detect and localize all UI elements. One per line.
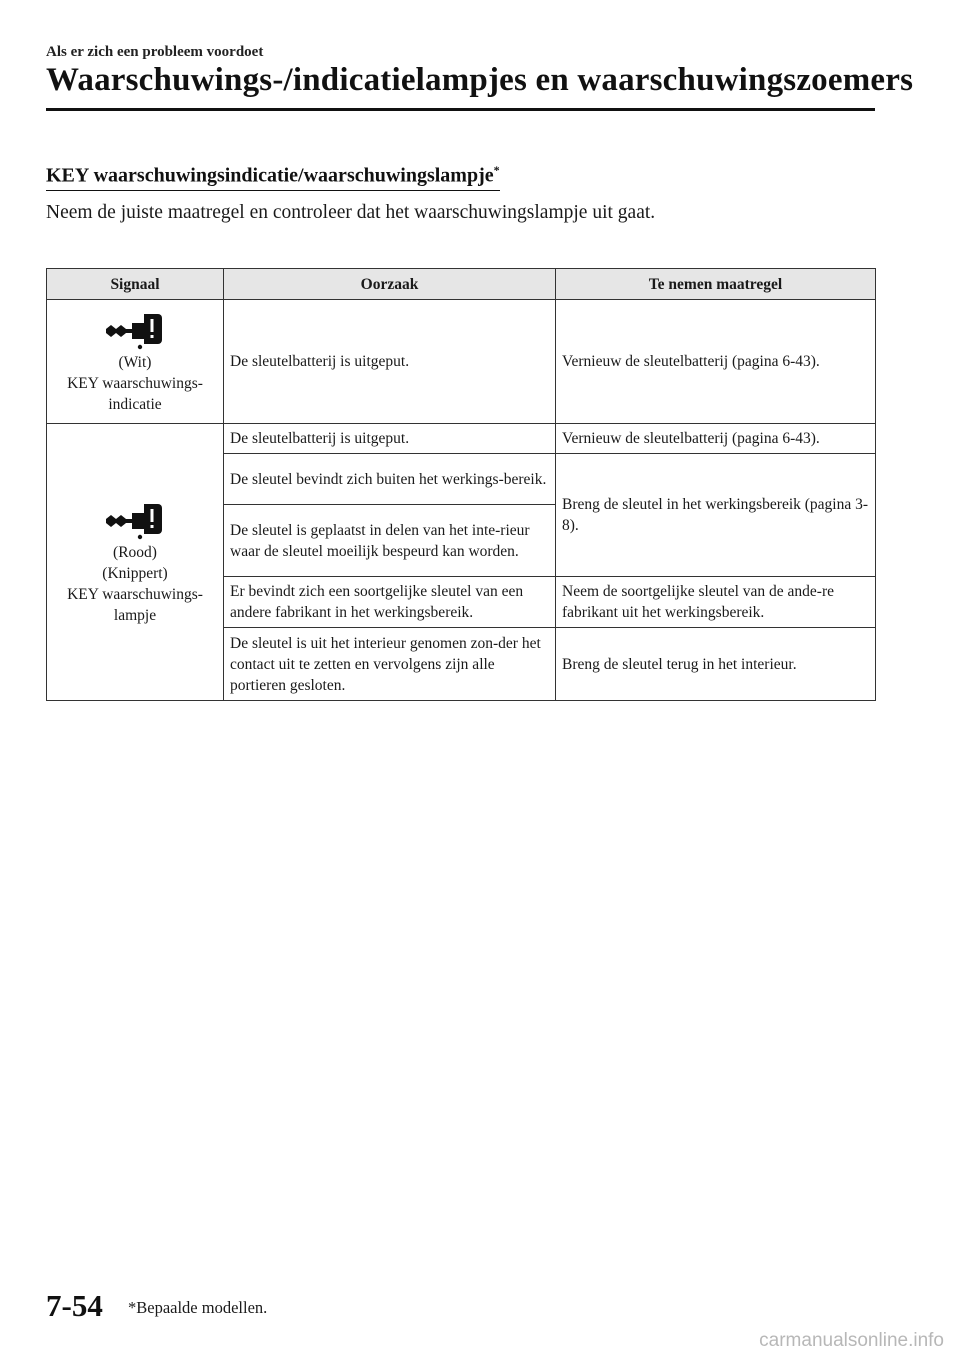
cause-cell: De sleutel is geplaatst in delen van het inte-rieur waar de sleutel moeilijk bespeurd kan worden. [224, 505, 556, 577]
table-header-row [47, 269, 876, 300]
signal-state: (Knippert) [102, 565, 168, 582]
cause-cell: Er bevindt zich een soortgelijke sleutel van een andere fabrikant in het werkingsbereik. [224, 577, 556, 628]
watermark: carmanualsonline.info [759, 1330, 944, 1351]
signal-color: (Wit) [118, 354, 152, 371]
key-warning-icon [104, 498, 166, 540]
cause-cell: De sleutelbatterij is uitgeput. [224, 300, 556, 424]
signal-name: KEY waarschuwings- [67, 586, 203, 603]
signal-name: indicatie [108, 396, 162, 413]
column-header-action: Te nemen maatregel [556, 269, 876, 300]
cause-cell: De sleutel is uit het interieur genomen zon-der het contact uit te zetten en vervolgens zijn alle portieren gesloten. [224, 628, 556, 701]
footnote: *Bepaalde modellen. [128, 1298, 268, 1317]
column-header-signal: Signaal [47, 269, 224, 300]
section-label: Als er zich een probleem voordoet [46, 44, 264, 60]
chapter-title: Waarschuwings-/indicatielampjes en waarschuwingszoemers [46, 62, 914, 98]
signal-name: lampje [113, 607, 157, 624]
signal-name: KEY waarschuwings- [67, 375, 203, 392]
action-cell: Vernieuw de sleutelbatterij (pagina 6-43). [556, 424, 876, 454]
cause-cell: De sleutelbatterij is uitgeput. [224, 424, 556, 454]
key-warning-icon [104, 308, 166, 350]
action-cell: Breng de sleutel in het werkingsbereik (pagina 3-8). [556, 454, 876, 577]
title-rule [46, 108, 875, 111]
page-number: 7-54 [46, 1288, 103, 1323]
signal-cell [47, 424, 224, 701]
footnote-marker: * [493, 163, 500, 177]
column-header-cause: Oorzaak [224, 269, 556, 300]
subsection-title [46, 163, 500, 191]
warning-table [46, 268, 876, 701]
intro-text: Neem de juiste maatregel en controleer dat het waarschuwingslampje uit gaat. [46, 202, 656, 223]
table-row [47, 424, 876, 454]
action-cell: Neem de soortgelijke sleutel van de ande-re fabrikant uit het werkingsbereik. [556, 577, 876, 628]
subsection-title-text: KEY waarschuwingsindicatie/waarschuwingslampje [46, 164, 494, 187]
table-row [47, 300, 876, 424]
signal-color: (Rood) [113, 544, 157, 561]
signal-cell [47, 300, 224, 424]
action-cell: Breng de sleutel terug in het interieur. [556, 628, 876, 701]
cause-cell: De sleutel bevindt zich buiten het werkings-bereik. [224, 454, 556, 505]
action-cell: Vernieuw de sleutelbatterij (pagina 6-43). [556, 300, 876, 424]
